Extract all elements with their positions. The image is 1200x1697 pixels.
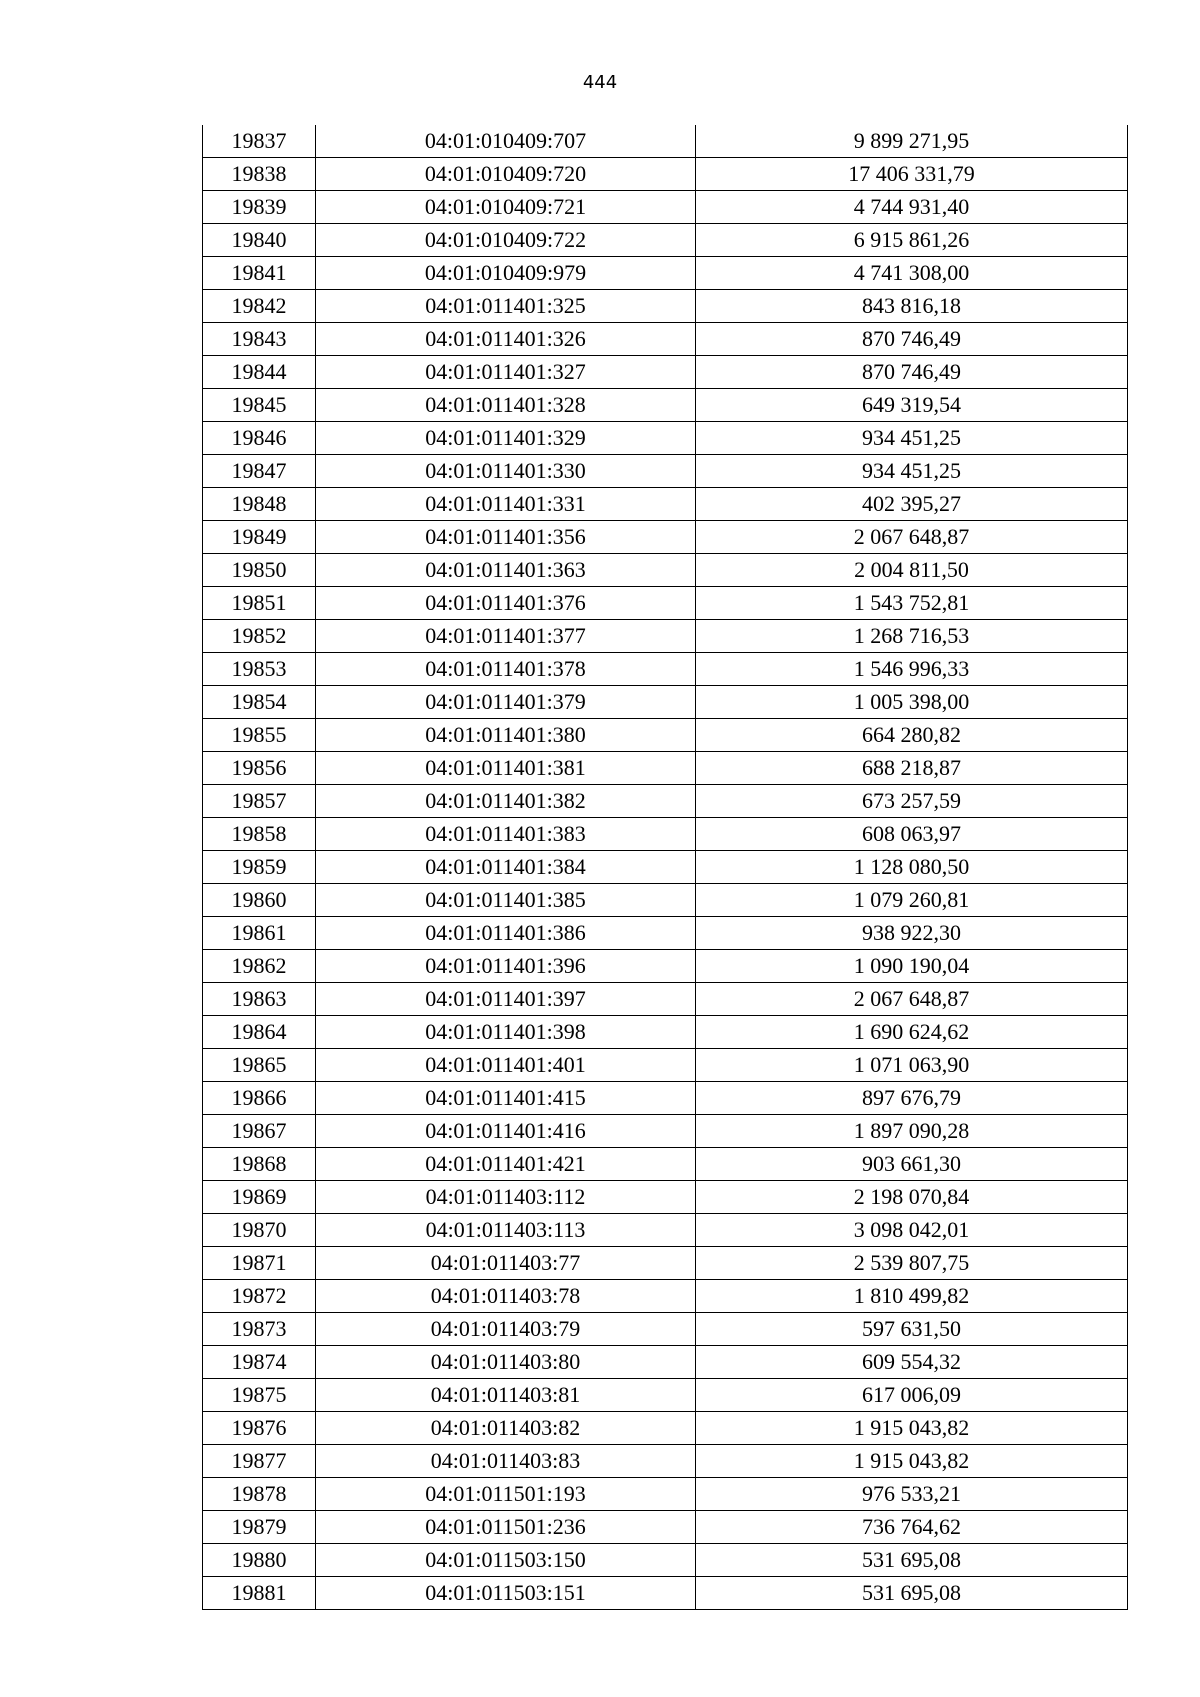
cadastral-value-cell: 903 661,30 [696,1148,1128,1181]
cadastral-value-cell: 531 695,08 [696,1544,1128,1577]
table-row [203,950,1128,983]
cadastral-value-cell: 9 899 271,95 [696,125,1128,158]
cadastral-number-cell: 04:01:011403:82 [316,1412,696,1445]
cadastral-value-cell: 976 533,21 [696,1478,1128,1511]
row-number-cell: 19846 [203,422,316,455]
cadastral-value-cell: 1 071 063,90 [696,1049,1128,1082]
table-row [203,1544,1128,1577]
row-number-cell: 19881 [203,1577,316,1610]
row-number-cell: 19847 [203,455,316,488]
row-number-cell: 19838 [203,158,316,191]
row-number-cell: 19870 [203,1214,316,1247]
cadastral-value-cell: 597 631,50 [696,1313,1128,1346]
row-number-cell: 19859 [203,851,316,884]
row-number-cell: 19880 [203,1544,316,1577]
table-row [203,917,1128,950]
row-number-cell: 19860 [203,884,316,917]
table-row [203,818,1128,851]
cadastral-number-cell: 04:01:011501:236 [316,1511,696,1544]
table-row [203,1214,1128,1247]
cadastral-number-cell: 04:01:010409:722 [316,224,696,257]
row-number-cell: 19854 [203,686,316,719]
cadastral-number-cell: 04:01:011401:376 [316,587,696,620]
table-row [203,1313,1128,1346]
cadastral-value-cell: 6 915 861,26 [696,224,1128,257]
cadastral-number-cell: 04:01:011401:329 [316,422,696,455]
row-number-cell: 19852 [203,620,316,653]
cadastral-number-cell: 04:01:011503:150 [316,1544,696,1577]
cadastral-value-cell: 3 098 042,01 [696,1214,1128,1247]
table-row [203,1148,1128,1181]
cadastral-number-cell: 04:01:011503:151 [316,1577,696,1610]
cadastral-value-cell: 402 395,27 [696,488,1128,521]
cadastral-number-cell: 04:01:011403:112 [316,1181,696,1214]
row-number-cell: 19878 [203,1478,316,1511]
row-number-cell: 19840 [203,224,316,257]
cadastral-number-cell: 04:01:010409:979 [316,257,696,290]
cadastral-value-cell: 938 922,30 [696,917,1128,950]
cadastral-number-cell: 04:01:010409:707 [316,125,696,158]
table-row [203,1016,1128,1049]
table-row [203,1082,1128,1115]
cadastral-value-cell: 649 319,54 [696,389,1128,422]
table-row [203,488,1128,521]
row-number-cell: 19837 [203,125,316,158]
table-row [203,158,1128,191]
table-row [203,620,1128,653]
row-number-cell: 19871 [203,1247,316,1280]
row-number-cell: 19865 [203,1049,316,1082]
cadastral-value-cell: 1 268 716,53 [696,620,1128,653]
table-row [203,1511,1128,1544]
row-number-cell: 19862 [203,950,316,983]
cadastral-value-cell: 736 764,62 [696,1511,1128,1544]
row-number-cell: 19872 [203,1280,316,1313]
cadastral-number-cell: 04:01:011401:379 [316,686,696,719]
table-row [203,1181,1128,1214]
cadastral-number-cell: 04:01:011401:396 [316,950,696,983]
cadastral-number-cell: 04:01:011401:401 [316,1049,696,1082]
cadastral-number-cell: 04:01:011401:325 [316,290,696,323]
table-row [203,1280,1128,1313]
table-row [203,1346,1128,1379]
row-number-cell: 19851 [203,587,316,620]
table-row [203,389,1128,422]
cadastral-number-cell: 04:01:011403:83 [316,1445,696,1478]
table-row [203,1247,1128,1280]
table-row [203,224,1128,257]
cadastral-number-cell: 04:01:011401:381 [316,752,696,785]
cadastral-value-cell: 1 915 043,82 [696,1445,1128,1478]
cadastral-value-cell: 617 006,09 [696,1379,1128,1412]
cadastral-value-cell: 664 280,82 [696,719,1128,752]
row-number-cell: 19863 [203,983,316,1016]
table-row [203,125,1128,158]
cadastral-number-cell: 04:01:011401:416 [316,1115,696,1148]
cadastral-value-cell: 870 746,49 [696,356,1128,389]
cadastral-number-cell: 04:01:011401:383 [316,818,696,851]
cadastral-value-cell: 934 451,25 [696,455,1128,488]
cadastral-value-cell: 1 090 190,04 [696,950,1128,983]
cadastral-value-cell: 1 543 752,81 [696,587,1128,620]
cadastral-value-cell: 673 257,59 [696,785,1128,818]
cadastral-value-cell: 1 546 996,33 [696,653,1128,686]
cadastral-number-cell: 04:01:011403:79 [316,1313,696,1346]
cadastral-value-cell: 17 406 331,79 [696,158,1128,191]
cadastral-number-cell: 04:01:011401:331 [316,488,696,521]
row-number-cell: 19864 [203,1016,316,1049]
cadastral-value-cell: 2 067 648,87 [696,521,1128,554]
cadastral-value-cell: 843 816,18 [696,290,1128,323]
cadastral-number-cell: 04:01:011401:356 [316,521,696,554]
row-number-cell: 19850 [203,554,316,587]
cadastral-value-cell: 1 128 080,50 [696,851,1128,884]
table-row [203,191,1128,224]
cadastral-number-cell: 04:01:011401:326 [316,323,696,356]
cadastral-number-cell: 04:01:011401:397 [316,983,696,1016]
row-number-cell: 19873 [203,1313,316,1346]
cadastral-number-cell: 04:01:011401:385 [316,884,696,917]
table-row [203,356,1128,389]
row-number-cell: 19857 [203,785,316,818]
table-row [203,851,1128,884]
row-number-cell: 19861 [203,917,316,950]
table-row [203,1115,1128,1148]
table-row [203,1478,1128,1511]
cadastral-number-cell: 04:01:010409:720 [316,158,696,191]
row-number-cell: 19874 [203,1346,316,1379]
cadastral-value-cell: 2 198 070,84 [696,1181,1128,1214]
cadastral-number-cell: 04:01:011401:386 [316,917,696,950]
cadastral-value-cell: 2 067 648,87 [696,983,1128,1016]
table-row [203,686,1128,719]
row-number-cell: 19841 [203,257,316,290]
cadastral-value-cell: 2 004 811,50 [696,554,1128,587]
cadastral-number-cell: 04:01:011501:193 [316,1478,696,1511]
cadastral-number-cell: 04:01:011401:384 [316,851,696,884]
row-number-cell: 19844 [203,356,316,389]
cadastral-value-cell: 608 063,97 [696,818,1128,851]
cadastral-number-cell: 04:01:011401:382 [316,785,696,818]
cadastral-value-cell: 1 915 043,82 [696,1412,1128,1445]
row-number-cell: 19876 [203,1412,316,1445]
cadastral-value-table [202,125,1128,1610]
row-number-cell: 19855 [203,719,316,752]
table-row [203,1412,1128,1445]
cadastral-value-cell: 688 218,87 [696,752,1128,785]
page-number: 444 [582,72,618,93]
cadastral-number-cell: 04:01:011403:113 [316,1214,696,1247]
row-number-cell: 19842 [203,290,316,323]
row-number-cell: 19875 [203,1379,316,1412]
row-number-cell: 19839 [203,191,316,224]
cadastral-number-cell: 04:01:011401:377 [316,620,696,653]
row-number-cell: 19858 [203,818,316,851]
table-row [203,323,1128,356]
cadastral-value-cell: 531 695,08 [696,1577,1128,1610]
table-row [203,1445,1128,1478]
table-row [203,521,1128,554]
cadastral-value-cell: 1 897 090,28 [696,1115,1128,1148]
cadastral-number-cell: 04:01:011401:363 [316,554,696,587]
cadastral-number-cell: 04:01:011403:81 [316,1379,696,1412]
cadastral-number-cell: 04:01:011403:80 [316,1346,696,1379]
cadastral-number-cell: 04:01:011401:330 [316,455,696,488]
cadastral-number-cell: 04:01:011401:415 [316,1082,696,1115]
row-number-cell: 19856 [203,752,316,785]
cadastral-value-cell: 4 744 931,40 [696,191,1128,224]
cadastral-number-cell: 04:01:011401:328 [316,389,696,422]
cadastral-number-cell: 04:01:011401:398 [316,1016,696,1049]
table-row [203,587,1128,620]
cadastral-number-cell: 04:01:011403:77 [316,1247,696,1280]
cadastral-number-cell: 04:01:011401:421 [316,1148,696,1181]
cadastral-value-cell: 870 746,49 [696,323,1128,356]
cadastral-value-cell: 1 690 624,62 [696,1016,1128,1049]
cadastral-value-cell: 4 741 308,00 [696,257,1128,290]
cadastral-number-cell: 04:01:011401:327 [316,356,696,389]
row-number-cell: 19853 [203,653,316,686]
table-row [203,554,1128,587]
cadastral-value-cell: 2 539 807,75 [696,1247,1128,1280]
row-number-cell: 19845 [203,389,316,422]
cadastral-value-cell: 1 079 260,81 [696,884,1128,917]
cadastral-value-cell: 1 005 398,00 [696,686,1128,719]
cadastral-number-cell: 04:01:011401:380 [316,719,696,752]
table-row [203,884,1128,917]
cadastral-number-cell: 04:01:011401:378 [316,653,696,686]
row-number-cell: 19867 [203,1115,316,1148]
row-number-cell: 19877 [203,1445,316,1478]
table-row [203,257,1128,290]
row-number-cell: 19849 [203,521,316,554]
table-row [203,1577,1128,1610]
row-number-cell: 19868 [203,1148,316,1181]
table-body [203,125,1128,1610]
cadastral-value-cell: 1 810 499,82 [696,1280,1128,1313]
cadastral-number-cell: 04:01:010409:721 [316,191,696,224]
row-number-cell: 19869 [203,1181,316,1214]
table-row [203,422,1128,455]
row-number-cell: 19866 [203,1082,316,1115]
table-row [203,1379,1128,1412]
row-number-cell: 19848 [203,488,316,521]
table-row [203,719,1128,752]
table-row [203,455,1128,488]
cadastral-value-cell: 897 676,79 [696,1082,1128,1115]
table-row [203,1049,1128,1082]
table-row [203,983,1128,1016]
row-number-cell: 19843 [203,323,316,356]
cadastral-number-cell: 04:01:011403:78 [316,1280,696,1313]
table-row [203,752,1128,785]
row-number-cell: 19879 [203,1511,316,1544]
cadastral-value-cell: 934 451,25 [696,422,1128,455]
cadastral-value-cell: 609 554,32 [696,1346,1128,1379]
table-row [203,290,1128,323]
table-row [203,653,1128,686]
table-row [203,785,1128,818]
